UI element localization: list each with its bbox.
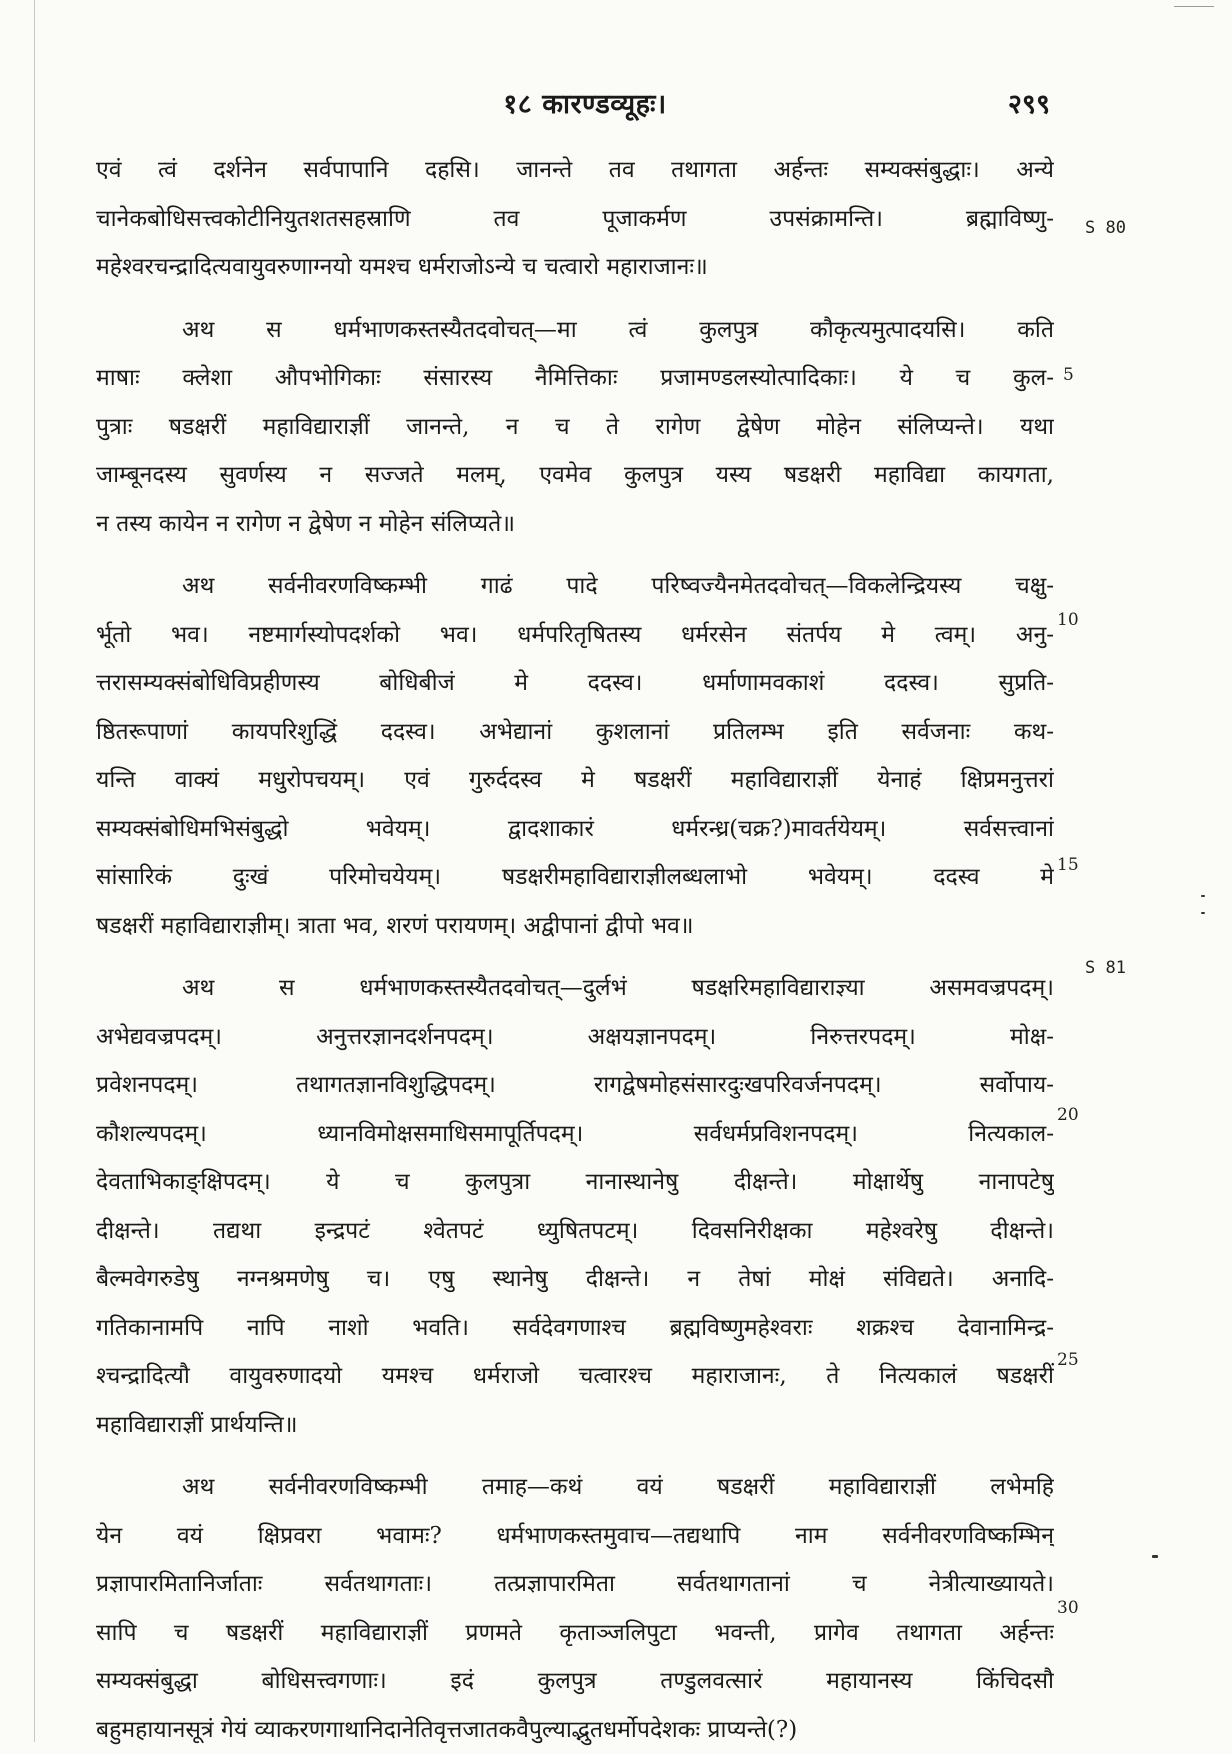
text-line: सापि च षडक्षरीं महाविद्याराज्ञीं प्रणमते कृताञ्जलिपुटा भवन्ती, प्रागेव तथागता अर्हन्तः [96,1609,1054,1658]
text-line: न तस्य कायेन न रागेण न द्वेषेण न मोहेन संलिप्यते॥ [96,500,1054,549]
line-number-15: 15 [1057,855,1079,875]
text-line: अथ स धर्मभाणकस्तस्यैतदवोचत्—दुर्लभं षडक्षरिमहाविद्याराज्ञ्या असमवज्रपदम्। [96,964,1054,1013]
text-line: चानेकबोधिसत्त्वकोटीनियुतशतसहस्राणि तव पूजाकर्मण उपसंक्रामन्ति। ब्रह्माविष्णु- [96,195,1054,244]
page-number: २९९ [1008,84,1050,121]
paragraph [96,306,1054,549]
paragraph [96,1463,1054,1754]
line-number-10: 10 [1057,610,1079,630]
text-line: अभेद्यवज्रपदम्। अनुत्तरज्ञानदर्शनपदम्। अक्षयज्ञानपदम्। निरुत्तरपदम्। मोक्ष- [96,1013,1054,1062]
line-number-30: 30 [1057,1598,1079,1618]
paragraph [96,562,1054,950]
text-line: श्चन्द्रादित्यौ वायुवरुणादयो यमश्च धर्मराजो चत्वारश्च महाराजानः, ते नित्यकालं षडक्षरीं [96,1352,1054,1401]
page-header [120,84,1050,124]
running-title: १८ कारण्डव्यूहः। [120,84,1050,121]
text-line: गतिकानामपि नापि नाशो भवति। सर्वदेवगणाश्च ब्रह्मविष्णुमहेश्वराः शक्रश्च देवानामिन्द्र- [96,1304,1054,1353]
text-line: सम्यक्संबुद्धा बोधिसत्त्वगणाः। इदं कुलपुत्र तण्डुलवत्सारं महायानस्य किंचिदसौ [96,1657,1054,1706]
text-line: बहुमहायानसूत्रं गेयं व्याकरणगाथानिदानेतिवृत्तजातकवैपुल्याद्भुतधर्मोपदेशकः प्राप्यन्ते(?) [96,1706,1054,1754]
text-line: र्भूतो भव। नष्टमार्गस्योपदर्शको भव। धर्मपरितृषितस्य धर्मरसेन संतर्पय मे त्वम्। अनु- [96,611,1054,660]
text-line: देवताभिकाङ्क्षिपदम्। ये च कुलपुत्रा नानास्थानेषु दीक्षन्ते। मोक्षार्थेषु नानापटेषु [96,1158,1054,1207]
corner-mark [1174,0,1214,7]
text-line: त्तरासम्यक्संबोधिविप्रहीणस्य बोधिबीजं मे ददस्व। धर्माणामवकाशं ददस्व। सुप्रति- [96,659,1054,708]
margin-note-s81: S 81 [1085,958,1126,978]
text-line: पुत्राः षडक्षरीं महाविद्याराज्ञीं जानन्ते, न च ते रागेण द्वेषेण मोहेन संलिप्यन्ते। यथा [96,403,1054,452]
text-line: ष्ठितरूपाणां कायपरिशुद्धिं ददस्व। अभेद्यानां कुशलानां प्रतिलम्भ इति सर्वजनाः कथ- [96,708,1054,757]
line-number-20: 20 [1057,1105,1079,1125]
text-line: येन वयं क्षिप्रवरा भवामः? धर्मभाणकस्तमुवाच—तद्यथापि नाम सर्वनीवरणविष्कम्भिन् [96,1512,1054,1561]
text-line: अथ सर्वनीवरणविष्कम्भी तमाह—कथं वयं षडक्षरीं महाविद्याराज्ञीं लभेमहि [96,1463,1054,1512]
text-line: महेश्वरचन्द्रादित्यवायुवरुणाग्नयो यमश्च धर्मराजोऽन्ये च चत्वारो महाराजानः॥ [96,243,1054,292]
text-line: सांसारिकं दुःखं परिमोचयेयम्। षडक्षरीमहाविद्याराज्ञीलब्धलाभो भवेयम्। ददस्व मे [96,853,1054,902]
line-number-25: 25 [1057,1350,1079,1370]
text-line: षडक्षरीं महाविद्याराज्ञीम्। त्राता भव, शरणं परायणम्। अद्वीपानां द्वीपो भव॥ [96,902,1054,951]
line-number-5: 5 [1063,365,1074,385]
text-line: कौशल्यपदम्। ध्यानविमोक्षसमाधिसमापूर्तिपदम्। सर्वधर्मप्रविशनपदम्। नित्यकाल- [96,1110,1054,1159]
text-line: दीक्षन्ते। तद्यथा इन्द्रपटं श्वेतपटं ध्युषितपटम्। दिवसनिरीक्षका महेश्वरेषु दीक्षन्ते। [96,1207,1054,1256]
text-line: प्रज्ञापारमितानिर्जाताः सर्वतथागताः। तत्प्रज्ञापारमिता सर्वतथागतानां च नेत्रीत्याख्यायते। [96,1560,1054,1609]
text-line: जाम्बूनदस्य सुवर्णस्य न सज्जते मलम्, एवमेव कुलपुत्र यस्य षडक्षरी महाविद्या कायगता, [96,451,1054,500]
margin-note-s80: S 80 [1085,218,1126,238]
paragraph [96,964,1054,1449]
text-line: माषाः क्लेशा औपभोगिकाः संसारस्य नैमित्तिकाः प्रजामण्डलस्योत्पादिकाः। ये च कुल- [96,354,1054,403]
scan-speck [1201,895,1205,897]
text-line: यन्ति वाक्यं मधुरोपचयम्। एवं गुरुर्ददस्व मे षडक्षरीं महाविद्याराज्ञीं येनाहं क्षिप्रमनुत्तरां [96,756,1054,805]
text-line: एवं त्वं दर्शनेन सर्वपापानि दहसि। जानन्ते तव तथागता अर्हन्तः सम्यक्संबुद्धाः। अन्ये [96,146,1054,195]
paragraph [96,146,1054,292]
text-line: अथ सर्वनीवरणविष्कम्भी गाढं पादे परिष्वज्यैनमेतदवोचत्—विकलेन्द्रियस्य चक्षु- [96,562,1054,611]
text-line: प्रवेशनपदम्। तथागतज्ञानविशुद्धिपदम्। रागद्वेषमोहसंसारदुःखपरिवर्जनपदम्। सर्वोपाय- [96,1061,1054,1110]
text-line: महाविद्याराज्ञीं प्रार्थयन्ति॥ [96,1401,1054,1450]
text-line: अथ स धर्मभाणकस्तस्यैतदवोचत्—मा त्वं कुलपुत्र कौकृत्यमुत्पादयसि। कति [96,306,1054,355]
page-edge-line [34,0,35,1742]
text-line: बैल्मवेगरुडेषु नग्नश्रमणेषु च। एषु स्थानेषु दीक्षन्ते। न तेषां मोक्षं संविद्यते। अनादि- [96,1255,1054,1304]
body-text [96,146,1054,1754]
text-line: सम्यक्संबोधिमभिसंबुद्धो भवेयम्। द्वादशाकारं धर्मरन्ध्र(चक्र?)मावर्तयेयम्। सर्वसत्त्वानां [96,805,1054,854]
scan-speck [1201,912,1205,914]
scan-speck [1152,1555,1158,1558]
